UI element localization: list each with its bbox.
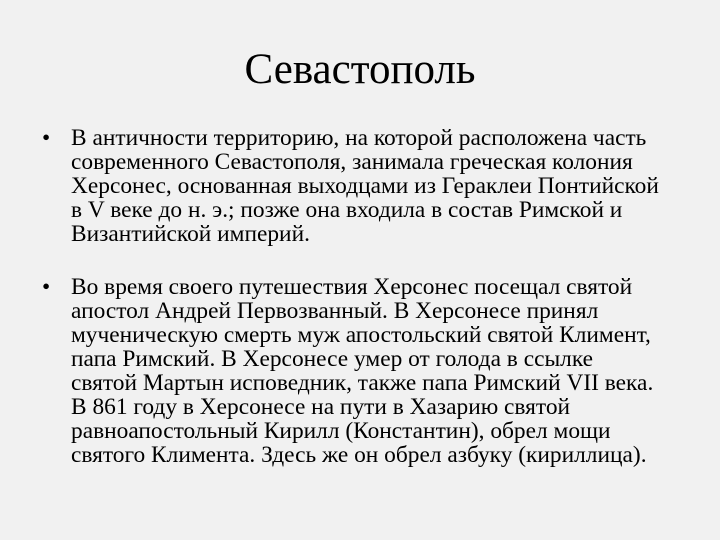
slide-title: Севастополь	[244, 46, 476, 93]
bullet-dot-icon: •	[42, 274, 51, 300]
bullet-line: Херсонес, основанная выходцами из Гераклеи Понтийской	[71, 173, 659, 199]
bullet-line: апостол Андрей Первозванный. В Херсонесе принял	[71, 298, 599, 324]
bullet-line: равноапостольный Кирилл (Константин), обрел мощи	[71, 418, 611, 444]
bullet-line: святого Климента. Здесь же он обрел азбуку (кириллица).	[71, 442, 647, 468]
bullet-line: современного Севастополя, занимала греческая колония	[71, 149, 633, 175]
bullet-line: мученическую смерть муж апостольский святой Климент,	[71, 322, 651, 348]
bullet-item-chersonesus-saints	[42, 275, 692, 467]
bullet-item-antiquity	[42, 126, 692, 246]
bullet-line: в V веке до н. э.; позже она входила в состав Римской и	[71, 197, 623, 223]
bullet-line: Византийской империй.	[71, 221, 310, 247]
bullet-line: В 861 году в Херсонесе на пути в Хазарию святой	[71, 394, 571, 420]
bullet-dot-icon: •	[42, 125, 51, 151]
bullet-line: Во время своего путешествия Херсонес посещал святой	[71, 274, 633, 300]
bullet-list	[42, 126, 692, 467]
bullet-line: папа Римский. В Херсонесе умер от голода в ссылке	[71, 346, 594, 372]
bullet-line: святой Мартын исповедник, также папа Римский VII века.	[71, 370, 654, 396]
bullet-line: В античности территорию, на которой расположена часть	[71, 125, 647, 151]
